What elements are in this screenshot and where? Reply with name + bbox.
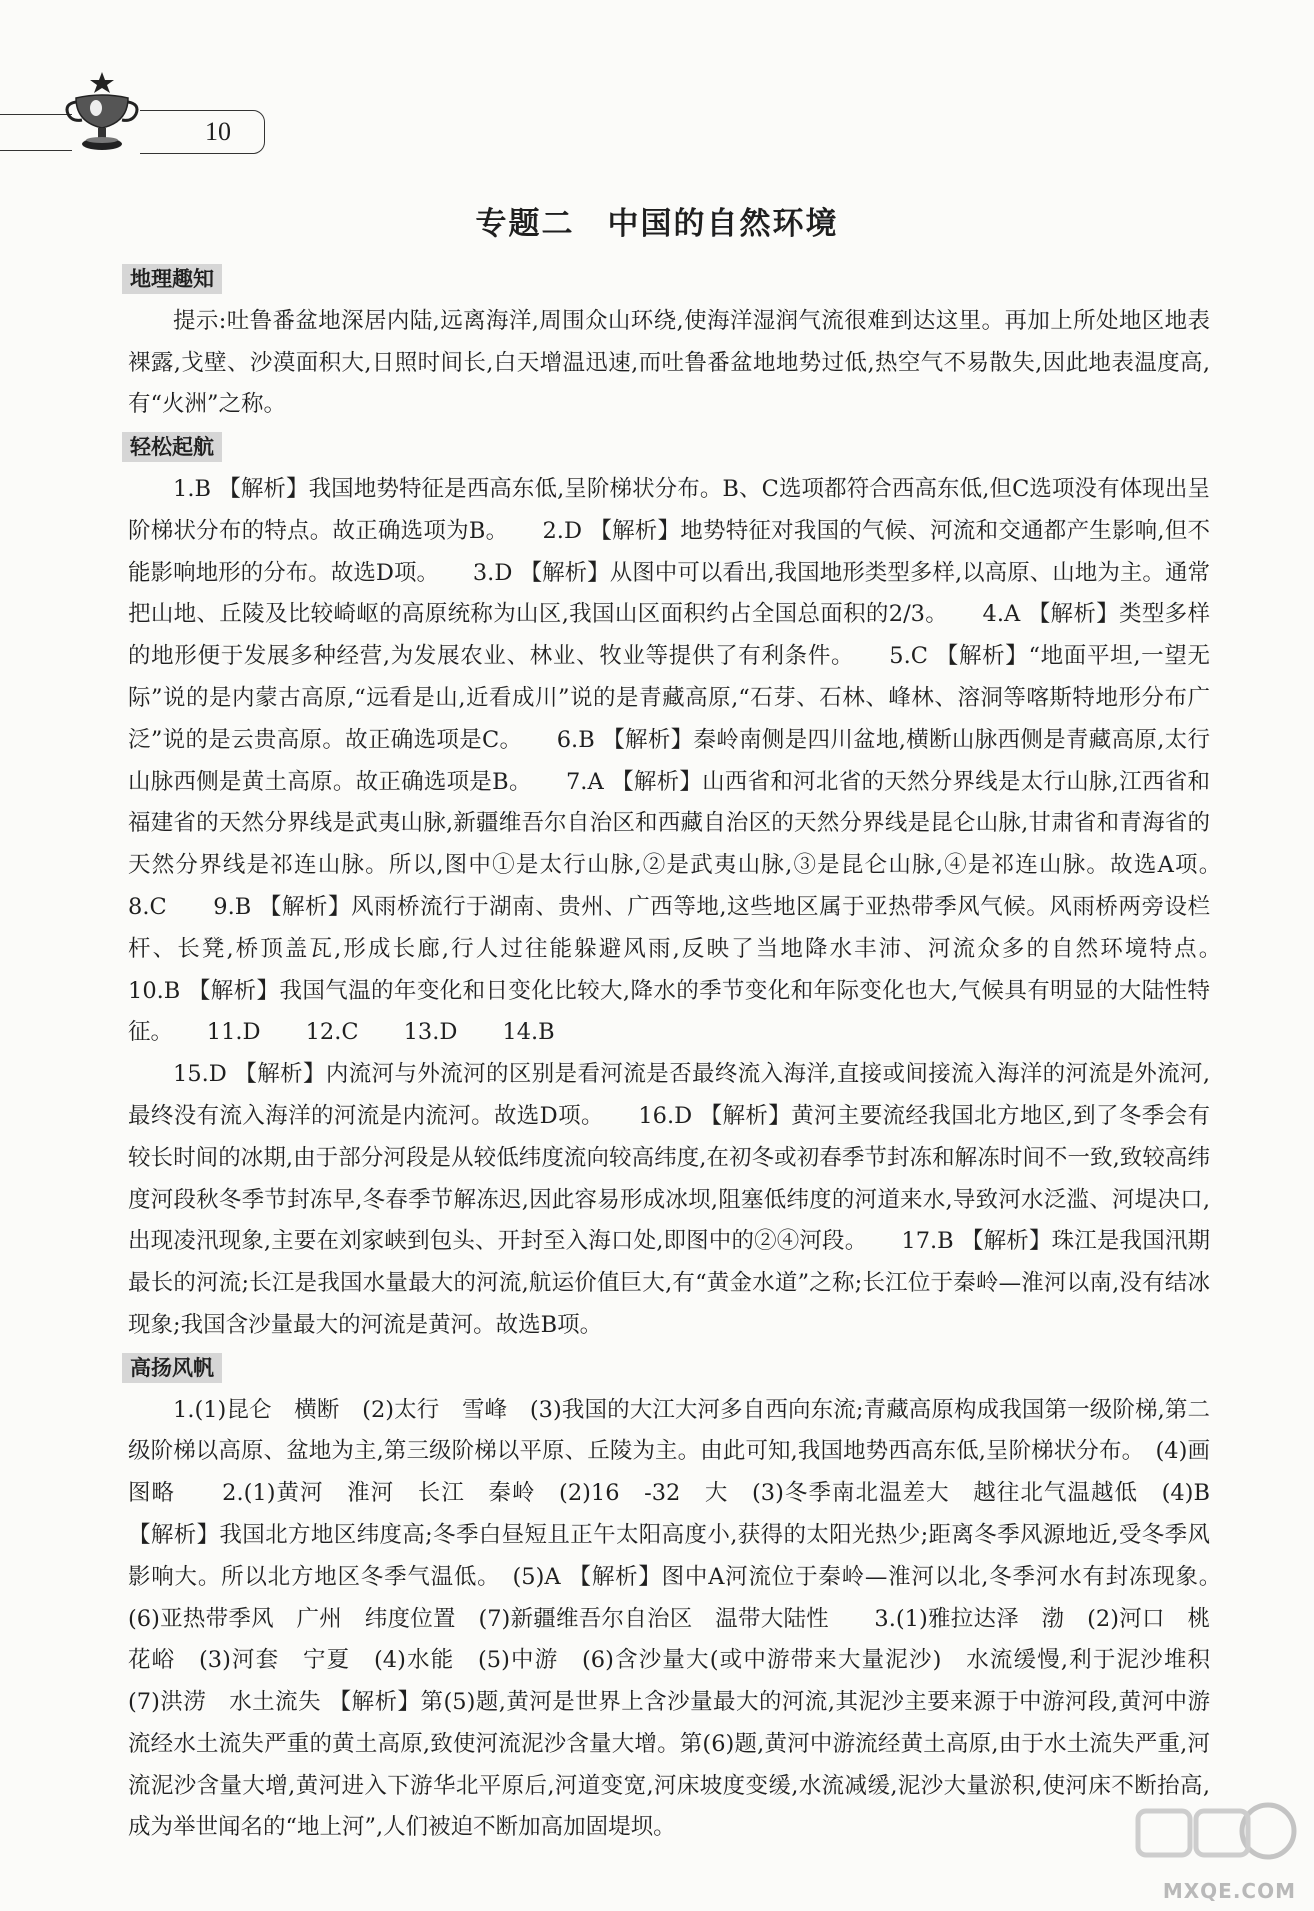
watermark-text: MXQE.COM [1162,1879,1296,1903]
section-set-sail [128,1347,1233,1850]
section-label: 地理趣知 [122,264,222,294]
page-title: 专题二 中国的自然环境 [475,206,839,242]
section-easy-start [128,426,1256,1347]
page-header [0,70,270,150]
section-fun-facts [128,258,1210,426]
answer-stamp-icon [1130,1797,1300,1889]
trophy-icon [62,70,142,155]
page-number: 10 [205,117,231,146]
page-number-frame [140,110,265,154]
section-label: 轻松起航 [122,432,222,462]
section-paragraph: 提示:吐鲁番盆地深居内陆,远离海洋,周围众山环绕,使海洋湿润气流很难到达这里。再加上所处地区地表裸露,戈壁、沙漠面积大,日照时间长,白天增温迅速,而吐鲁番盆地地势过低,热空气不易散失,因此地表温度高,有“火洲”之称。 [128,307,1210,418]
section-paragraph: 1.B 【解析】我国地势特征是西高东低,呈阶梯状分布。B、C选项都符合西高东低,但C选项没有体现出呈阶梯状分布的特点。故正确选项为B。 2.D 【解析】地势特征对我国的气候、河流和交通都产生影响,但不能影响地形的分布。故选D项。 3.D 【解析】从图中可以看出,我国地形类型多样,以高原、山地为主。通常把山地、丘陵及比较崎岖的高原统称为山区,我国山区面积约占全国总面积的2/3。 4.A 【解析】类型多样的地形便于发展多种经营,为发展农业、林业、牧业等提供了有利条件。 5.C 【解析】“地面平坦,一望无际”说的是内蒙古高原,“远看是山,近看成川”说的是青藏高原,“石芽、石林、峰林、溶洞等喀斯特地形分布广泛”说的是云贵高原。故正确选项是C。 6.B 【解析】秦岭南侧是四川盆地,横断山脉西侧是青藏高原,太行山脉西侧是黄土高原。故正确选项是B。 7.A 【解析】山西省和河北省的天然分界线是太行山脉,江西省和福建省的天然分界线是武夷山脉,新疆维吾尔自治区和西藏自治区的天然分界线是昆仑山脉,甘肃省和青海省的天然分界线是祁连山脉。所以,图中①是太行山脉,②是武夷山脉,③是昆仑山脉,④是祁连山脉。故选A项。 8.C 9.B 【解析】风雨桥流行于湖南、贵州、广西等地,这些地区属于亚热带季风气候。风雨桥两旁设栏杆、长凳,桥顶盖瓦,形成长廊,行人过往能躲避风雨,反映了当地降水丰沛、河流众多的自然环境特点。 10.B 【解析】我国气温的年变化和日变化比较大,降水的季节变化和年际变化也大,气候具有明显的大陆性特征。 11.D 12.C 13.D 14.B [128,475,1256,1046]
section-paragraph: 15.D 【解析】内流河与外流河的区别是看河流是否最终流入海洋,直接或间接流入海洋的河流是外流河,最终没有流入海洋的河流是内流河。故选D项。 16.D 【解析】黄河主要流经我国北方地区,到了冬季会有较长时间的冰期,由于部分河段是从较低纬度流向较高纬度,在初冬或初春季节封冻和解冻时间不一致,致较高纬度河段秋冬季节封冻早,冬春季节解冻迟,因此容易形成冰坝,阻塞低纬度的河道来水,导致河水泛滥、河堤决口,出现凌汛现象,主要在刘家峡到包头、开封至入海口处,即图中的②④河段。 17.B 【解析】珠江是我国汛期最长的河流;长江是我国水量最大的河流,航运价值巨大,有“黄金水道”之称;长江位于秦岭—淮河以南,没有结冰现象;我国含沙量最大的河流是黄河。故选B项。 [128,1061,1210,1338]
section-paragraph: 1.(1)昆仑 横断 (2)太行 雪峰 (3)我国的大江大河多自西向东流;青藏高原构成我国第一级阶梯,第二级阶梯以高原、盆地为主,第三级阶梯以平原、丘陵为主。由此可知,我国地势西高东低,呈阶梯状分布。 (4)画图略 2.(1)黄河 淮河 长江 秦岭 (2)16 -32 大 (3)冬季南北温差大 越往北气温越低 (4)B 【解析】我国北方地区纬度高;冬季白昼短且正午太阳高度小,获得的太阳光热少;距离冬季风源地近,受冬季风影响大。所以北方地区冬季气温低。 (5)A 【解析】图中A河流位于秦岭—淮河以北,冬季河水有封冻现象。 (6)亚热带季风 广州 纬度位置 (7)新疆维吾尔自治区 温带大陆性 3.(1)雅拉达泽 渤 (2)河口 桃花峪 (3)河套 宁夏 (4)水能 (5)中游 (6)含沙量大(或中游带来大量泥沙) 水流缓慢,利于泥沙堆积 (7)洪涝 水土流失 【解析】第(5)题,黄河是世界上含沙量最大的河流,其泥沙主要来源于中游河段,黄河中游流经水土流失严重的黄土高原,致使河流泥沙含量大增。第(6)题,黄河中游流经黄土高原,由于水土流失严重,河流泥沙含量大增,黄河进入下游华北平原后,河道变宽,河床坡度变缓,水流减缓,泥沙大量淤积,使河床不断抬高,成为举世闻名的“地上河”,人们被迫不断加高加固堤坝。 [128,1396,1233,1841]
answer-content [128,258,1256,1849]
section-label: 高扬风帆 [122,1353,222,1383]
